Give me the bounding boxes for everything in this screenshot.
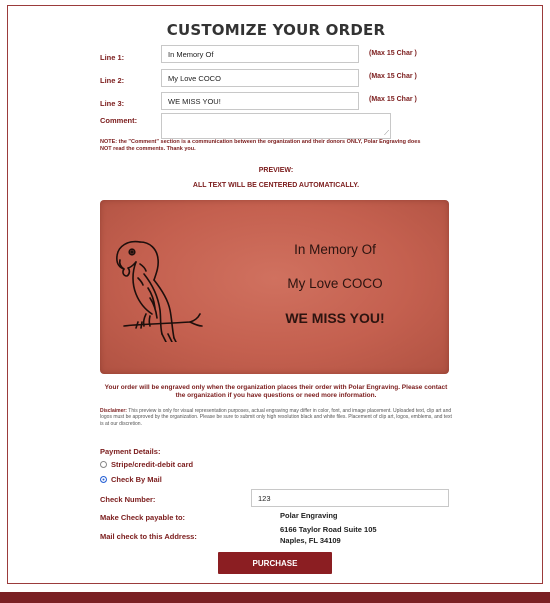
line-2-label: Line 2: — [100, 76, 125, 85]
brick-line-3: WE MISS YOU! — [285, 310, 385, 326]
comment-textarea[interactable] — [161, 113, 391, 139]
resize-handle-icon[interactable]: ⟋ — [384, 130, 389, 137]
line-3-input[interactable]: WE MISS YOU! — [161, 92, 359, 110]
parrot-icon — [110, 234, 205, 342]
line-1-input[interactable]: In Memory Of — [161, 45, 359, 63]
radio-check-selected[interactable] — [100, 476, 107, 483]
payable-label: Make Check payable to: — [100, 513, 186, 522]
payment-details-title: Payment Details: — [100, 447, 161, 456]
preview-heading: PREVIEW: — [258, 167, 294, 174]
line-1-max-note: (Max 15 Char ) — [369, 50, 417, 57]
radio-card[interactable] — [100, 461, 107, 468]
purchase-button[interactable]: PURCHASE — [218, 552, 332, 574]
payment-option-check-label: Check By Mail — [111, 475, 162, 484]
engrave-notice: Your order will be engraved only when the organization places their order with Polar Engraving. Please contact the organization if you have questions or need more information. — [104, 384, 448, 399]
payment-option-card[interactable] — [100, 460, 193, 469]
line-1-label: Line 1: — [100, 53, 125, 62]
brick-preview — [100, 200, 449, 374]
line-2-input[interactable]: My Love COCO — [161, 69, 359, 87]
comment-note: NOTE: the "Comment" section is a communication between the organization and their donors ONLY, Polar Engraving does NOT read the comments. Thank you. — [100, 139, 421, 152]
page-title: CUSTOMIZE YOUR ORDER — [166, 21, 386, 39]
payment-option-card-label: Stripe/credit-debit card — [111, 460, 194, 469]
disclaimer — [100, 408, 452, 427]
payment-option-check[interactable] — [100, 475, 162, 484]
payable-to-value: Polar Engraving — [280, 511, 338, 520]
customize-order-panel — [7, 5, 543, 584]
disclaimer-text: This preview is only for visual representation purposes, actual engraving may differ in color, font, and image placement. Uploaded text, clip art and logos must be approved by the organization. Please be sure to submit only high resolution black and white files. Placement of clip art, logos, emblems, and text is at our discretion. — [100, 408, 452, 427]
brick-line-2: My Love COCO — [287, 276, 383, 291]
address-line-2: Naples, FL 34109 — [280, 536, 341, 545]
line-3-max-note: (Max 15 Char ) — [369, 96, 417, 103]
disclaimer-label: Disclaimer: — [100, 408, 127, 414]
line-2-max-note: (Max 15 Char ) — [369, 73, 417, 80]
line-3-label: Line 3: — [100, 99, 125, 108]
check-number-input[interactable]: 123 — [251, 489, 449, 507]
address-label: Mail check to this Address: — [100, 532, 197, 541]
brick-line-1: In Memory Of — [294, 242, 376, 257]
preview-subheading: ALL TEXT WILL BE CENTERED AUTOMATICALLY. — [192, 182, 360, 189]
comment-label: Comment: — [100, 116, 138, 125]
check-number-label: Check Number: — [100, 495, 156, 504]
footer-band — [0, 592, 550, 603]
address-line-1: 6166 Taylor Road Suite 105 — [280, 525, 377, 534]
